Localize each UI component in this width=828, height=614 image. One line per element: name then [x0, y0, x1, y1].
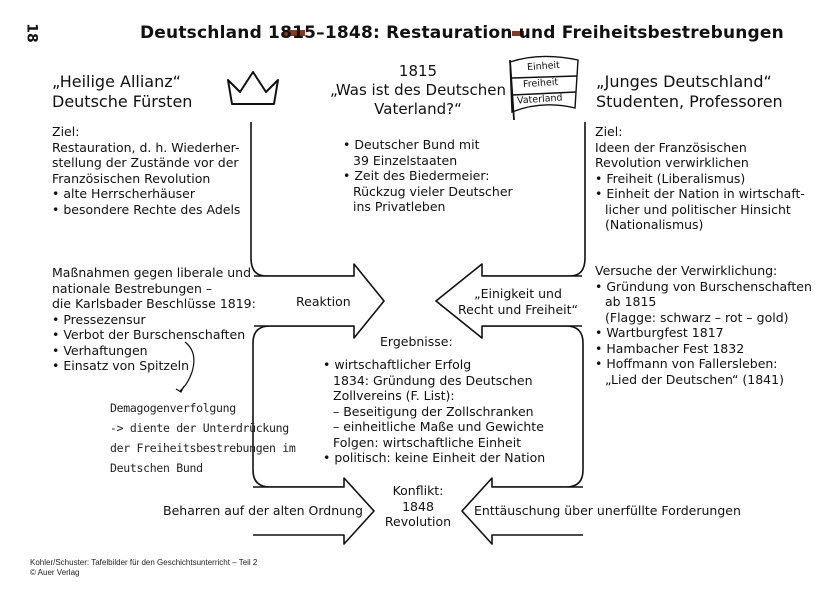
left-goal-line: Restauration, d. h. Wiederher- [52, 139, 240, 155]
results-block [323, 357, 545, 466]
results-line: – Beseitigung der Zollschranken [333, 403, 534, 419]
results-line: • politisch: keine Einheit der Nation [323, 450, 546, 465]
results-line: Folgen: wirtschaftliche Einheit [333, 434, 522, 450]
center-header-line: Vaterland?“ [374, 100, 462, 118]
right-goal-line: (Nationalismus) [605, 217, 704, 232]
flag-word-2: Freiheit [522, 76, 559, 91]
right-header [596, 72, 783, 112]
bottom-center-line: Revolution [384, 514, 452, 529]
flag-word-1: Einheit [526, 59, 561, 74]
right-goal-line: Ideen der Französischen [595, 139, 747, 155]
center-goal-line: ins Privatleben [353, 199, 446, 214]
page-title: Deutschland 1815–1848: Restauration und Freiheitsbestrebungen [140, 23, 784, 43]
right-header-line: Studenten, Professoren [596, 92, 783, 111]
right-goal-line: • Einheit der Nation in wirtschaft- [595, 186, 805, 201]
credit-block [30, 558, 257, 578]
flag-word-3: Vaterland [516, 92, 563, 107]
handwritten-note-line: Deutschen Bund [110, 461, 203, 475]
right-goal-line: licher und politischer Hinsicht [605, 201, 791, 217]
right-goal-line: Revolution verwirklichen [595, 155, 749, 170]
right-attempts-block [595, 263, 812, 387]
right-attempts-line: • Hoffmann von Fallersleben: [595, 356, 778, 371]
bottom-center-line: Konflikt: [392, 483, 444, 498]
left-measures-line: • Verbot der Burschenschaften [52, 327, 246, 342]
left-goal-line: stellung der Zustände vor der [52, 155, 239, 170]
center-header [318, 62, 518, 119]
left-header-line: „Heilige Allianz“ [52, 72, 181, 91]
credit-line: © Auer Verlag [30, 568, 80, 577]
right-header-line: „Junges Deutschland“ [596, 72, 772, 91]
left-measures-line: die Karlsbader Beschlüsse 1819: [52, 296, 256, 311]
right-goal-line: Ziel: [595, 124, 623, 139]
center-header-line: „Was ist des Deutschen [329, 81, 506, 99]
right-attempts-line: ab 1815 [605, 294, 657, 309]
left-header-line: Deutsche Fürsten [52, 92, 193, 111]
results-line: – einheitliche Maße und Gewichte [333, 419, 544, 434]
left-measures-line: • Verhaftungen [52, 342, 148, 358]
handwritten-note [110, 398, 295, 478]
credit-line: Kohler/Schuster: Tafelbilder für den Geschichtsunterricht – Teil 2 [30, 558, 258, 567]
bottom-left-text: Beharren auf der alten Ordnung [163, 503, 363, 518]
results-line: • wirtschaftlicher Erfolg [323, 357, 472, 372]
left-measures-block [52, 265, 256, 374]
left-measures-line: nationale Bestrebungen – [52, 280, 213, 296]
handwritten-note-line: der Freiheitsbestrebungen im [110, 441, 296, 455]
left-measures-line: Maßnahmen gegen liberale und [52, 265, 252, 280]
right-attempts-line: • Hambacher Fest 1832 [595, 340, 745, 356]
bottom-center-line: 1848 [402, 498, 434, 514]
left-measures-line: • Einsatz von Spitzeln [52, 358, 190, 373]
left-goal-line: • besondere Rechte des Adels [52, 201, 241, 217]
right-attempts-line: „Lied der Deutschen“ (1841) [605, 371, 784, 387]
arrow-reaktion-label: Reaktion [296, 294, 351, 309]
results-line: Zollvereins (F. List): [333, 388, 455, 403]
left-measures-line: • Pressezensur [52, 311, 146, 327]
results-title: Ergebnisse: [380, 334, 453, 349]
center-header-line: 1815 [398, 62, 438, 80]
results-line: 1834: Gründung des Deutschen [333, 372, 533, 388]
crown-icon [228, 72, 278, 104]
right-attempts-line: Versuche der Verwirklichung: [595, 263, 778, 278]
left-goal-line: Französischen Revolution [52, 170, 211, 186]
center-goal-block [343, 137, 513, 215]
right-attempts-line: • Gründung von Burschenschaften [595, 278, 812, 294]
bottom-right-text: Enttäuschung über unerfüllte Forderungen [474, 503, 741, 518]
bottom-center-text [378, 483, 458, 530]
center-goal-line: Rückzug vieler Deutscher [353, 183, 513, 199]
right-attempts-line: (Flagge: schwarz – rot – gold) [605, 309, 789, 325]
arrow-einigkeit-label [458, 286, 578, 317]
left-header [52, 72, 192, 112]
center-goal-line: • Zeit des Biedermeier: [343, 168, 490, 183]
right-goal-line: • Freiheit (Liberalismus) [595, 170, 746, 186]
arrow-einigkeit-line: Recht und Freiheit“ [458, 301, 579, 317]
handwritten-note-line: -> diente der Unterdrückung [110, 421, 289, 435]
page-number: 18 [23, 23, 40, 43]
right-attempts-line: • Wartburgfest 1817 [595, 325, 724, 340]
left-goal-block [52, 124, 240, 217]
left-goal-line: • alte Herrscherhäuser [52, 186, 195, 201]
right-goal-block [595, 124, 805, 233]
left-goal-line: Ziel: [52, 124, 80, 139]
arrow-einigkeit-line: „Einigkeit und [474, 286, 562, 301]
handwritten-note-line: Demagogenverfolgung [110, 401, 236, 415]
center-goal-line: 39 Einzelstaaten [353, 152, 458, 168]
center-goal-line: • Deutscher Bund mit [343, 137, 480, 152]
